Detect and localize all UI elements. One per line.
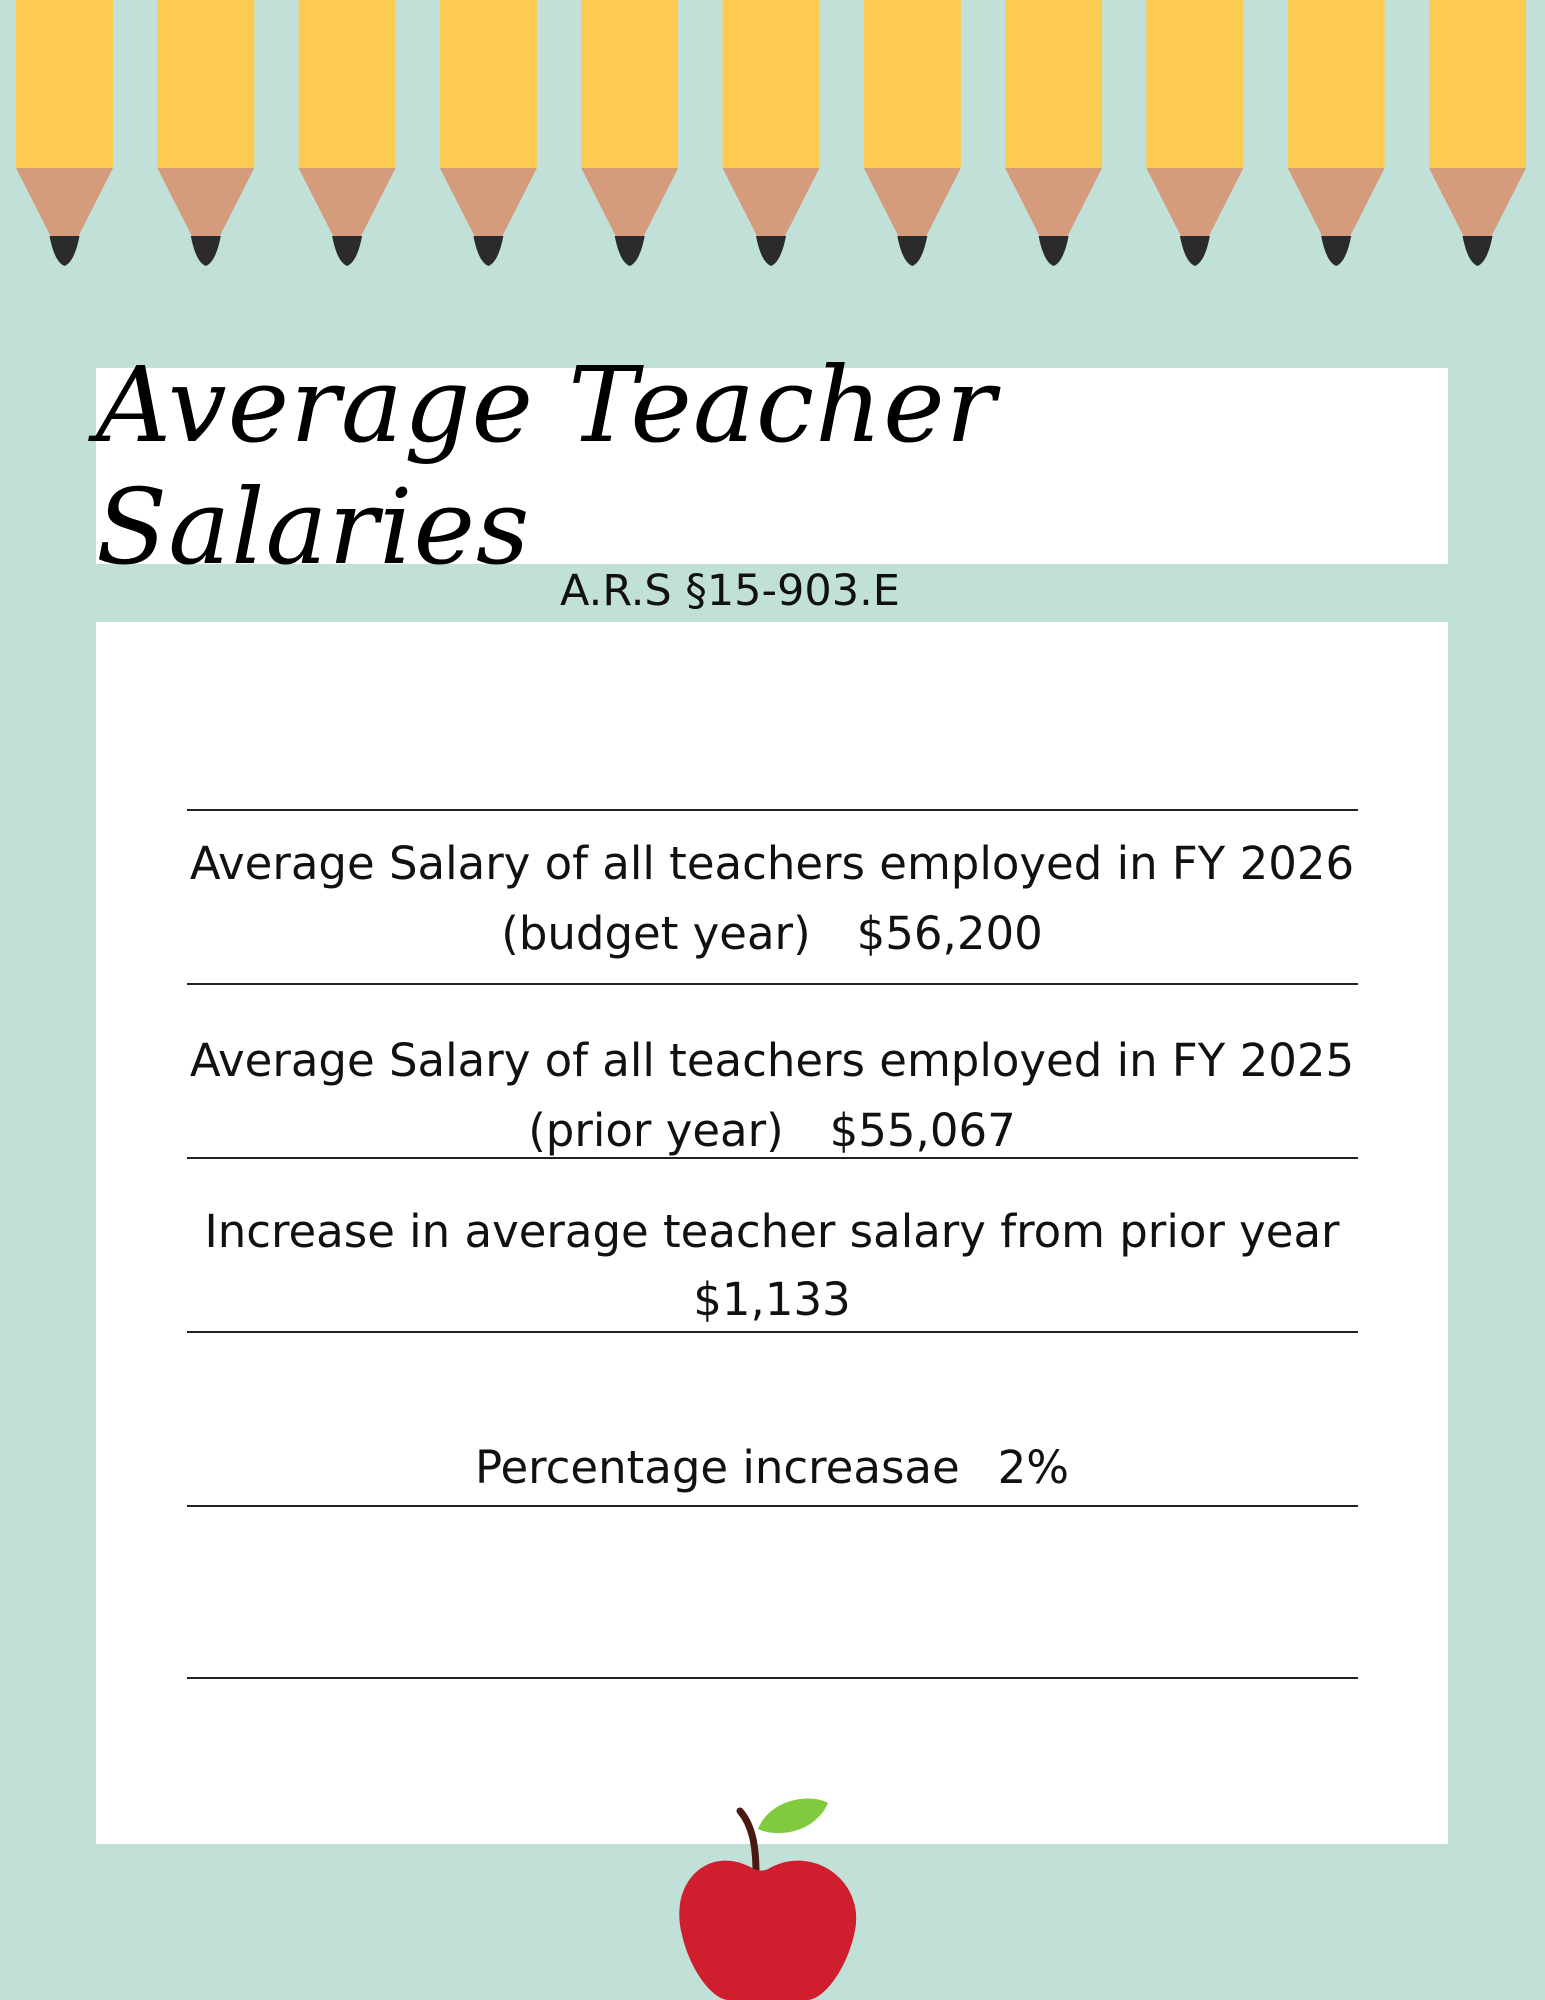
- pencil-wood: [581, 168, 678, 238]
- pencil-body: [864, 0, 961, 168]
- pencil-icon: [723, 0, 820, 266]
- fy2025-salary-label: [96, 1027, 1448, 1095]
- apple-icon: [670, 1785, 870, 2000]
- pencil-wood: [1288, 168, 1385, 238]
- pencil-body: [1429, 0, 1526, 168]
- increase-label-text: Increase in average teacher salary from prior year: [204, 1205, 1340, 1258]
- pencil-wood: [157, 168, 254, 238]
- pencil-icon: [440, 0, 537, 266]
- increase-value: $1,133: [693, 1273, 851, 1326]
- fy2025-salary-row: [96, 1097, 1448, 1165]
- pencil-wood: [16, 168, 113, 238]
- pencil-icon: [1146, 0, 1243, 266]
- pencil-icon: [1429, 0, 1526, 266]
- pencil-lead: [756, 236, 786, 266]
- pencil-wood: [864, 168, 961, 238]
- pencil-lead: [473, 236, 503, 266]
- fy2026-salary-value: $56,200: [856, 907, 1043, 960]
- divider-line: [187, 809, 1358, 811]
- title-card: [96, 344, 1448, 588]
- pencil-lead: [615, 236, 645, 266]
- fy2026-salary-label: [96, 830, 1448, 898]
- pencil-body: [440, 0, 537, 168]
- pencil-wood: [1146, 168, 1243, 238]
- salary-increase-label: [96, 1198, 1448, 1266]
- fy2026-label-text: Average Salary of all teachers employed in FY 2026: [189, 837, 1355, 890]
- pencil-lead: [1180, 236, 1210, 266]
- pencil-icon: [1005, 0, 1102, 266]
- pencil-lead: [1039, 236, 1069, 266]
- statute-reference: A.R.S §15-903.E: [560, 566, 900, 616]
- divider-line: [187, 1505, 1358, 1507]
- pencil-wood: [299, 168, 396, 238]
- pencil-body: [1288, 0, 1385, 168]
- fy2025-salary-value: $55,067: [829, 1104, 1016, 1157]
- fy2026-period-text: (budget year): [501, 907, 811, 960]
- pencil-body: [157, 0, 254, 168]
- pencil-wood: [1429, 168, 1526, 238]
- pencil-lead: [1463, 236, 1493, 266]
- pencil-lead: [191, 236, 221, 266]
- pencil-body: [16, 0, 113, 168]
- pencil-lead: [50, 236, 80, 266]
- salary-increase-row: [96, 1266, 1448, 1334]
- pencil-wood: [1005, 168, 1102, 238]
- pencil-icon: [16, 0, 113, 266]
- page-title: Average Teacher Salaries: [96, 344, 997, 588]
- pencil-lead: [1321, 236, 1351, 266]
- fy2025-label-text: Average Salary of all teachers employed in FY 2025: [189, 1034, 1355, 1087]
- fy2026-salary-row: [96, 900, 1448, 968]
- pencil-wood: [723, 168, 820, 238]
- fy2025-period-text: (prior year): [528, 1104, 784, 1157]
- percentage-label-text: Percentage increasae: [474, 1441, 960, 1494]
- divider-line: [187, 983, 1358, 985]
- pencil-border: [0, 0, 1545, 275]
- pencil-lead: [897, 236, 927, 266]
- pencil-icon: [864, 0, 961, 266]
- pencil-icon: [1288, 0, 1385, 266]
- pencil-icon: [581, 0, 678, 266]
- pencil-body: [581, 0, 678, 168]
- apple-leaf: [758, 1799, 828, 1834]
- pencil-body: [299, 0, 396, 168]
- percentage-value: 2%: [997, 1441, 1070, 1494]
- divider-line: [187, 1677, 1358, 1679]
- pencil-icon: [157, 0, 254, 266]
- apple-body: [679, 1861, 856, 2000]
- percentage-increase-row: [96, 1434, 1448, 1502]
- pencil-wood: [440, 168, 537, 238]
- pencil-lead: [332, 236, 362, 266]
- pencil-body: [1146, 0, 1243, 168]
- pencil-icon: [299, 0, 396, 266]
- pencil-body: [723, 0, 820, 168]
- pencil-body: [1005, 0, 1102, 168]
